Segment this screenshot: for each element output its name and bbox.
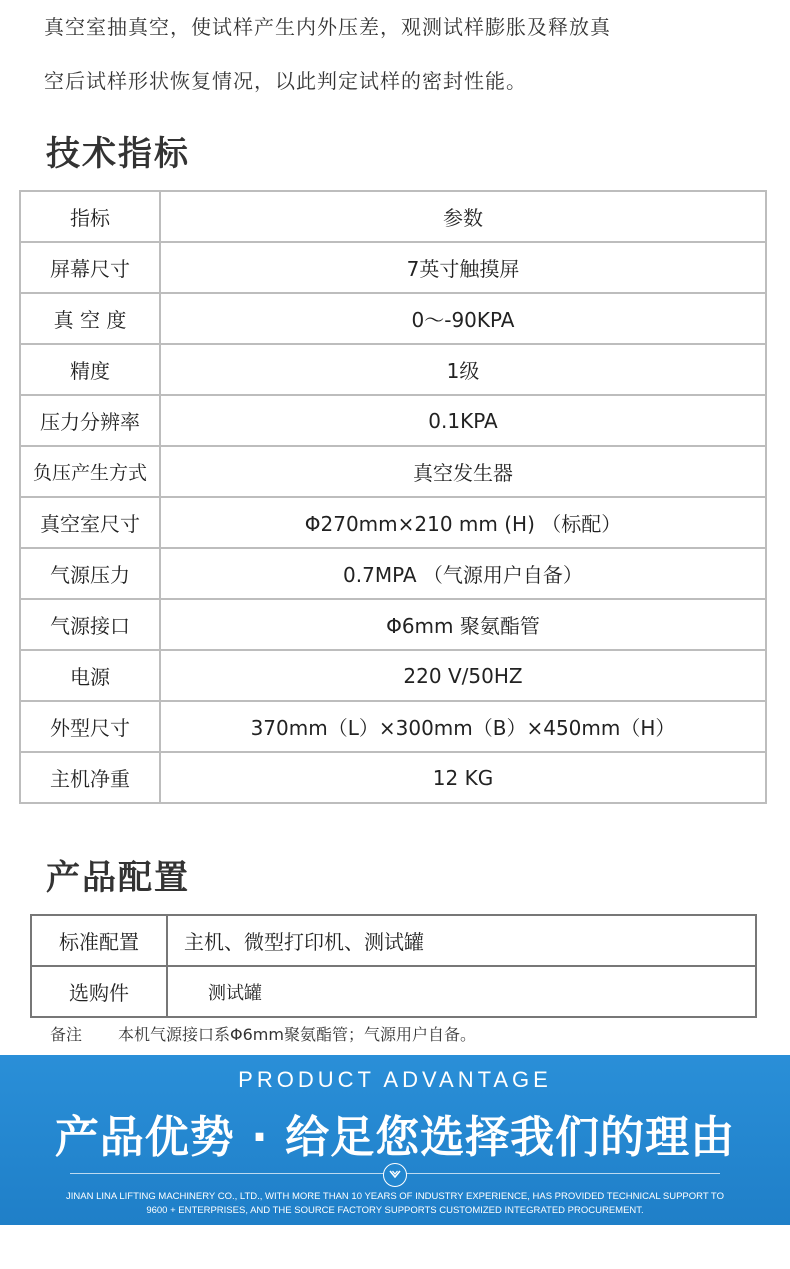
- banner-cn-title: 产品优势 · 给足您选择我们的理由: [54, 1112, 736, 1163]
- intro-text: [44, 0, 774, 108]
- config-key: 标准配置: [31, 915, 167, 966]
- spec-value: 370mm（L）×300mm（B）×450mm（H）: [160, 701, 766, 752]
- table-row: [20, 650, 766, 701]
- spec-key: 真空室尺寸: [20, 497, 160, 548]
- spec-value: 7英寸触摸屏: [160, 242, 766, 293]
- table-row: [20, 242, 766, 293]
- spec-value: 0～-90KPA: [160, 293, 766, 344]
- spec-value: 0.7MPA （气源用户自备）: [160, 548, 766, 599]
- spec-key: 屏幕尺寸: [20, 242, 160, 293]
- spec-section-title: 技术指标: [46, 134, 190, 174]
- table-row: [31, 915, 756, 966]
- spec-key: 主机净重: [20, 752, 160, 803]
- spec-table: [19, 190, 767, 804]
- spec-key: 气源接口: [20, 599, 160, 650]
- spec-key: 压力分辨率: [20, 395, 160, 446]
- chevron-down-circle-icon: [383, 1163, 407, 1187]
- table-row: [20, 701, 766, 752]
- config-value: 测试罐: [167, 966, 756, 1017]
- table-row: [20, 599, 766, 650]
- spec-key: 精度: [20, 344, 160, 395]
- config-value: 主机、微型打印机、测试罐: [167, 915, 756, 966]
- spec-key: 外型尺寸: [20, 701, 160, 752]
- spec-value: 12 KG: [160, 752, 766, 803]
- spec-value: 真空发生器: [160, 446, 766, 497]
- spec-value: 1级: [160, 344, 766, 395]
- table-row: [20, 497, 766, 548]
- spec-key: 负压产生方式: [20, 446, 160, 497]
- spec-header-key: 指标: [20, 191, 160, 242]
- table-row: [20, 293, 766, 344]
- note-text: 本机气源接口系Φ6mm聚氨酯管；气源用户自备。: [118, 1025, 476, 1044]
- table-row: [20, 344, 766, 395]
- spec-value: Φ270mm×210 mm (H) （标配）: [160, 497, 766, 548]
- table-row: [20, 446, 766, 497]
- spec-key: 真 空 度: [20, 293, 160, 344]
- note-label: 备注: [50, 1025, 83, 1044]
- table-row: [31, 966, 756, 1017]
- spec-header-value: 参数: [160, 191, 766, 242]
- spec-key: 电源: [20, 650, 160, 701]
- config-section-title: 产品配置: [46, 858, 190, 898]
- advantage-banner: [0, 1055, 790, 1225]
- banner-en-title: PRODUCT ADVANTAGE: [238, 1067, 552, 1092]
- table-row: [20, 548, 766, 599]
- config-note: [50, 1022, 476, 1045]
- spec-value: 220 V/50HZ: [160, 650, 766, 701]
- spec-value: Φ6mm 聚氨酯管: [160, 599, 766, 650]
- spec-value: 0.1KPA: [160, 395, 766, 446]
- config-table: [30, 914, 757, 1018]
- table-row: [20, 395, 766, 446]
- spec-key: 气源压力: [20, 548, 160, 599]
- banner-description: JINAN LINA LIFTING MACHINERY CO., LTD., WITH MORE THAN 10 YEARS OF INDUSTRY EXPERIENCE, HAS PROVIDED TECHNICAL SUPPORT TO 9600 + ENTERPRISES, AND THE SOURCE FACTORY SUPPORTS CUSTOMIZED INTEGRATED PROCUREMENT.: [66, 1191, 724, 1216]
- config-key: 选购件: [31, 966, 167, 1017]
- intro-line-2: 空后试样形状恢复情况，以此判定试样的密封性能。: [44, 69, 527, 93]
- table-row: [20, 752, 766, 803]
- spec-table-header: [20, 191, 766, 242]
- intro-line-1: 真空室抽真空，使试样产生内外压差，观测试样膨胀及释放真: [44, 15, 611, 39]
